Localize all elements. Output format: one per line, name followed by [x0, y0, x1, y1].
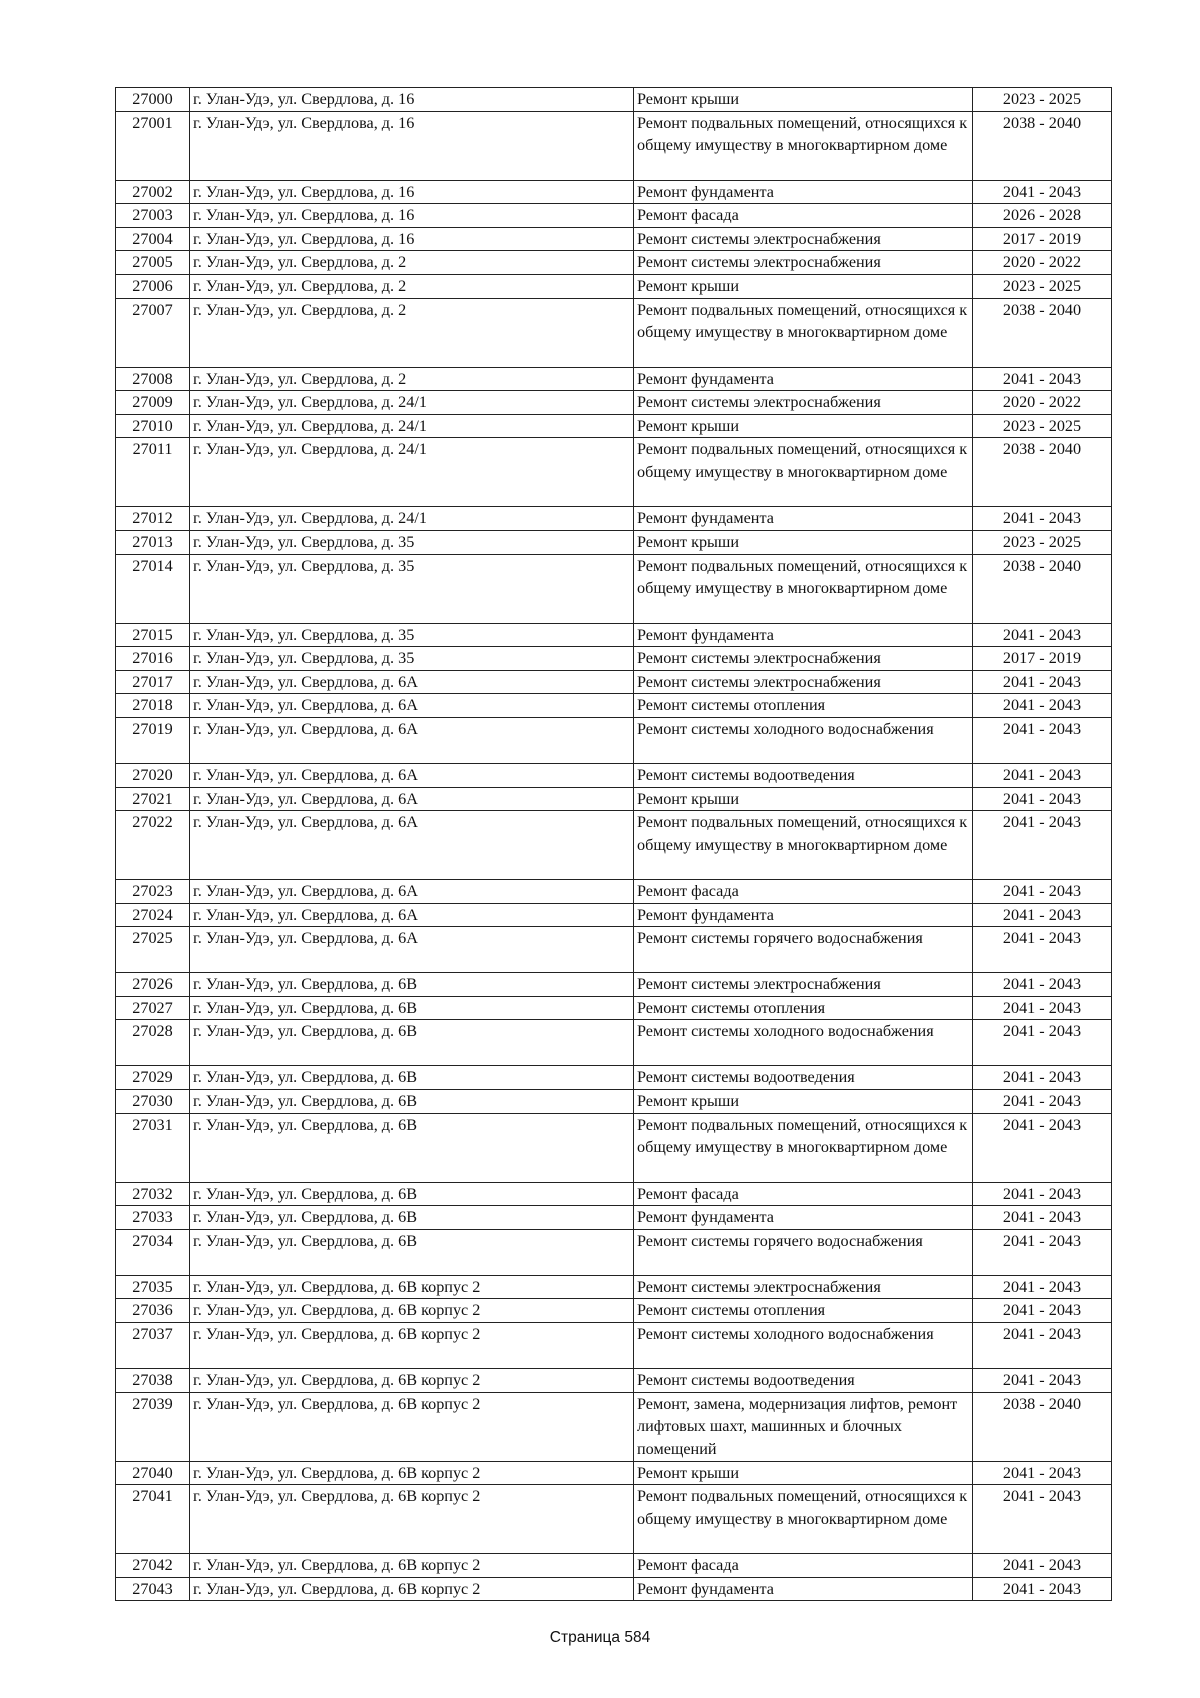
address-cell: г. Улан-Удэ, ул. Свердлова, д. 6В	[190, 1090, 634, 1114]
address-cell: г. Улан-Удэ, ул. Свердлова, д. 6А	[190, 903, 634, 927]
table-row	[116, 88, 1112, 112]
address-cell: г. Улан-Удэ, ул. Свердлова, д. 6В	[190, 1206, 634, 1230]
row-id-cell: 27013	[116, 530, 190, 554]
work-type-cell: Ремонт системы водоотведения	[634, 1066, 973, 1090]
address-cell: г. Улан-Удэ, ул. Свердлова, д. 6А	[190, 694, 634, 718]
row-id-cell: 27025	[116, 927, 190, 973]
period-cell: 2041 - 2043	[973, 1090, 1112, 1114]
period-cell: 2041 - 2043	[973, 1299, 1112, 1323]
work-type-cell: Ремонт системы отопления	[634, 996, 973, 1020]
work-type-cell: Ремонт системы электроснабжения	[634, 391, 973, 415]
row-id-cell: 27024	[116, 903, 190, 927]
address-cell: г. Улан-Удэ, ул. Свердлова, д. 6В корпус 2	[190, 1485, 634, 1554]
address-cell: г. Улан-Удэ, ул. Свердлова, д. 6В	[190, 1113, 634, 1182]
period-cell: 2041 - 2043	[973, 973, 1112, 997]
work-type-cell: Ремонт системы холодного водоснабжения	[634, 717, 973, 763]
table-row	[116, 1461, 1112, 1485]
table-row	[116, 903, 1112, 927]
period-cell: 2041 - 2043	[973, 1275, 1112, 1299]
address-cell: г. Улан-Удэ, ул. Свердлова, д. 6В	[190, 1229, 634, 1275]
row-id-cell: 27012	[116, 507, 190, 531]
work-type-cell: Ремонт фундамента	[634, 903, 973, 927]
work-type-cell: Ремонт фундамента	[634, 623, 973, 647]
table-row	[116, 204, 1112, 228]
address-cell: г. Улан-Удэ, ул. Свердлова, д. 6В	[190, 1182, 634, 1206]
period-cell: 2041 - 2043	[973, 763, 1112, 787]
work-type-cell: Ремонт системы горячего водоснабжения	[634, 927, 973, 973]
table-row	[116, 414, 1112, 438]
period-cell: 2041 - 2043	[973, 1323, 1112, 1369]
work-type-cell: Ремонт системы электроснабжения	[634, 1275, 973, 1299]
table-row	[116, 1485, 1112, 1554]
work-type-cell: Ремонт фундамента	[634, 180, 973, 204]
address-cell: г. Улан-Удэ, ул. Свердлова, д. 16	[190, 204, 634, 228]
work-type-cell: Ремонт системы горячего водоснабжения	[634, 1229, 973, 1275]
row-id-cell: 27006	[116, 274, 190, 298]
period-cell: 2041 - 2043	[973, 367, 1112, 391]
period-cell: 2041 - 2043	[973, 1113, 1112, 1182]
row-id-cell: 27039	[116, 1392, 190, 1461]
table-row	[116, 647, 1112, 671]
address-cell: г. Улан-Удэ, ул. Свердлова, д. 6А	[190, 811, 634, 880]
table-row	[116, 530, 1112, 554]
address-cell: г. Улан-Удэ, ул. Свердлова, д. 6В корпус 2	[190, 1577, 634, 1601]
address-cell: г. Улан-Удэ, ул. Свердлова, д. 16	[190, 227, 634, 251]
row-id-cell: 27011	[116, 438, 190, 507]
row-id-cell: 27036	[116, 1299, 190, 1323]
table-row	[116, 274, 1112, 298]
table-body	[116, 88, 1112, 1601]
work-type-cell: Ремонт крыши	[634, 1461, 973, 1485]
period-cell: 2041 - 2043	[973, 1066, 1112, 1090]
work-type-cell: Ремонт фундамента	[634, 367, 973, 391]
period-cell: 2041 - 2043	[973, 180, 1112, 204]
period-cell: 2020 - 2022	[973, 251, 1112, 275]
table-row	[116, 1113, 1112, 1182]
work-type-cell: Ремонт подвальных помещений, относящихся к общему имуществу в многоквартирном доме	[634, 1113, 973, 1182]
table-row	[116, 391, 1112, 415]
period-cell: 2041 - 2043	[973, 1577, 1112, 1601]
address-cell: г. Улан-Удэ, ул. Свердлова, д. 24/1	[190, 507, 634, 531]
row-id-cell: 27018	[116, 694, 190, 718]
row-id-cell: 27001	[116, 111, 190, 180]
row-id-cell: 27014	[116, 554, 190, 623]
address-cell: г. Улан-Удэ, ул. Свердлова, д. 6А	[190, 927, 634, 973]
period-cell: 2038 - 2040	[973, 554, 1112, 623]
table-row	[116, 927, 1112, 973]
table-row	[116, 251, 1112, 275]
work-type-cell: Ремонт подвальных помещений, относящихся к общему имуществу в многоквартирном доме	[634, 438, 973, 507]
period-cell: 2041 - 2043	[973, 1461, 1112, 1485]
row-id-cell: 27028	[116, 1020, 190, 1066]
address-cell: г. Улан-Удэ, ул. Свердлова, д. 16	[190, 180, 634, 204]
row-id-cell: 27035	[116, 1275, 190, 1299]
period-cell: 2041 - 2043	[973, 670, 1112, 694]
period-cell: 2023 - 2025	[973, 274, 1112, 298]
row-id-cell: 27023	[116, 880, 190, 904]
work-type-cell: Ремонт системы отопления	[634, 694, 973, 718]
address-cell: г. Улан-Удэ, ул. Свердлова, д. 6В корпус 2	[190, 1554, 634, 1578]
row-id-cell: 27040	[116, 1461, 190, 1485]
work-type-cell: Ремонт фундамента	[634, 1206, 973, 1230]
table-row	[116, 1182, 1112, 1206]
address-cell: г. Улан-Удэ, ул. Свердлова, д. 6А	[190, 670, 634, 694]
row-id-cell: 27042	[116, 1554, 190, 1578]
address-cell: г. Улан-Удэ, ул. Свердлова, д. 35	[190, 530, 634, 554]
table-row	[116, 180, 1112, 204]
period-cell: 2041 - 2043	[973, 1485, 1112, 1554]
table-row	[116, 670, 1112, 694]
period-cell: 2026 - 2028	[973, 204, 1112, 228]
period-cell: 2041 - 2043	[973, 507, 1112, 531]
period-cell: 2041 - 2043	[973, 787, 1112, 811]
period-cell: 2038 - 2040	[973, 438, 1112, 507]
table-row	[116, 973, 1112, 997]
period-cell: 2041 - 2043	[973, 927, 1112, 973]
row-id-cell: 27003	[116, 204, 190, 228]
work-type-cell: Ремонт крыши	[634, 787, 973, 811]
table-row	[116, 1369, 1112, 1393]
table-row	[116, 1275, 1112, 1299]
row-id-cell: 27017	[116, 670, 190, 694]
row-id-cell: 27015	[116, 623, 190, 647]
table-row	[116, 1577, 1112, 1601]
period-cell: 2038 - 2040	[973, 298, 1112, 367]
work-type-cell: Ремонт крыши	[634, 530, 973, 554]
period-cell: 2041 - 2043	[973, 1554, 1112, 1578]
period-cell: 2041 - 2043	[973, 811, 1112, 880]
table-row	[116, 438, 1112, 507]
table-row	[116, 763, 1112, 787]
work-type-cell: Ремонт фасада	[634, 880, 973, 904]
address-cell: г. Улан-Удэ, ул. Свердлова, д. 6В корпус 2	[190, 1392, 634, 1461]
period-cell: 2017 - 2019	[973, 227, 1112, 251]
table-row	[116, 507, 1112, 531]
address-cell: г. Улан-Удэ, ул. Свердлова, д. 6А	[190, 717, 634, 763]
row-id-cell: 27020	[116, 763, 190, 787]
table-row	[116, 1229, 1112, 1275]
address-cell: г. Улан-Удэ, ул. Свердлова, д. 2	[190, 251, 634, 275]
row-id-cell: 27043	[116, 1577, 190, 1601]
period-cell: 2017 - 2019	[973, 647, 1112, 671]
row-id-cell: 27004	[116, 227, 190, 251]
work-type-cell: Ремонт системы электроснабжения	[634, 227, 973, 251]
address-cell: г. Улан-Удэ, ул. Свердлова, д. 16	[190, 111, 634, 180]
work-type-cell: Ремонт системы электроснабжения	[634, 647, 973, 671]
address-cell: г. Улан-Удэ, ул. Свердлова, д. 6В корпус 2	[190, 1461, 634, 1485]
work-type-cell: Ремонт подвальных помещений, относящихся к общему имуществу в многоквартирном доме	[634, 298, 973, 367]
work-type-cell: Ремонт системы водоотведения	[634, 1369, 973, 1393]
address-cell: г. Улан-Удэ, ул. Свердлова, д. 24/1	[190, 391, 634, 415]
row-id-cell: 27027	[116, 996, 190, 1020]
address-cell: г. Улан-Удэ, ул. Свердлова, д. 6В корпус 2	[190, 1275, 634, 1299]
work-type-cell: Ремонт подвальных помещений, относящихся к общему имуществу в многоквартирном доме	[634, 111, 973, 180]
period-cell: 2041 - 2043	[973, 694, 1112, 718]
row-id-cell: 27009	[116, 391, 190, 415]
row-id-cell: 27038	[116, 1369, 190, 1393]
work-type-cell: Ремонт подвальных помещений, относящихся к общему имуществу в многоквартирном доме	[634, 1485, 973, 1554]
repair-schedule-table	[115, 87, 1112, 1601]
table-row	[116, 623, 1112, 647]
work-type-cell: Ремонт крыши	[634, 1090, 973, 1114]
row-id-cell: 27041	[116, 1485, 190, 1554]
address-cell: г. Улан-Удэ, ул. Свердлова, д. 6А	[190, 880, 634, 904]
address-cell: г. Улан-Удэ, ул. Свердлова, д. 6А	[190, 763, 634, 787]
address-cell: г. Улан-Удэ, ул. Свердлова, д. 6В	[190, 973, 634, 997]
period-cell: 2041 - 2043	[973, 903, 1112, 927]
table-row	[116, 1323, 1112, 1369]
address-cell: г. Улан-Удэ, ул. Свердлова, д. 6В	[190, 1066, 634, 1090]
period-cell: 2020 - 2022	[973, 391, 1112, 415]
table-row	[116, 1554, 1112, 1578]
period-cell: 2023 - 2025	[973, 414, 1112, 438]
table-row	[116, 787, 1112, 811]
table-row	[116, 298, 1112, 367]
address-cell: г. Улан-Удэ, ул. Свердлова, д. 35	[190, 554, 634, 623]
table-row	[116, 1206, 1112, 1230]
row-id-cell: 27019	[116, 717, 190, 763]
table-row	[116, 1392, 1112, 1461]
address-cell: г. Улан-Удэ, ул. Свердлова, д. 24/1	[190, 438, 634, 507]
period-cell: 2023 - 2025	[973, 530, 1112, 554]
address-cell: г. Улан-Удэ, ул. Свердлова, д. 6В	[190, 996, 634, 1020]
period-cell: 2038 - 2040	[973, 1392, 1112, 1461]
period-cell: 2041 - 2043	[973, 1369, 1112, 1393]
table-row	[116, 1299, 1112, 1323]
row-id-cell: 27021	[116, 787, 190, 811]
row-id-cell: 27016	[116, 647, 190, 671]
row-id-cell: 27000	[116, 88, 190, 112]
row-id-cell: 27029	[116, 1066, 190, 1090]
row-id-cell: 27022	[116, 811, 190, 880]
work-type-cell: Ремонт фундамента	[634, 1577, 973, 1601]
address-cell: г. Улан-Удэ, ул. Свердлова, д. 16	[190, 88, 634, 112]
work-type-cell: Ремонт системы водоотведения	[634, 763, 973, 787]
period-cell: 2041 - 2043	[973, 880, 1112, 904]
row-id-cell: 27033	[116, 1206, 190, 1230]
row-id-cell: 27031	[116, 1113, 190, 1182]
work-type-cell: Ремонт, замена, модернизация лифтов, ремонт лифтовых шахт, машинных и блочных помещений	[634, 1392, 973, 1461]
address-cell: г. Улан-Удэ, ул. Свердлова, д. 2	[190, 367, 634, 391]
work-type-cell: Ремонт фасада	[634, 1182, 973, 1206]
period-cell: 2041 - 2043	[973, 996, 1112, 1020]
period-cell: 2041 - 2043	[973, 717, 1112, 763]
table-row	[116, 1020, 1112, 1066]
address-cell: г. Улан-Удэ, ул. Свердлова, д. 6В корпус 2	[190, 1369, 634, 1393]
row-id-cell: 27002	[116, 180, 190, 204]
address-cell: г. Улан-Удэ, ул. Свердлова, д. 6В корпус 2	[190, 1299, 634, 1323]
page-number: Страница 584	[549, 1629, 651, 1646]
row-id-cell: 27037	[116, 1323, 190, 1369]
work-type-cell: Ремонт системы отопления	[634, 1299, 973, 1323]
address-cell: г. Улан-Удэ, ул. Свердлова, д. 6В	[190, 1020, 634, 1066]
period-cell: 2041 - 2043	[973, 1229, 1112, 1275]
work-type-cell: Ремонт фасада	[634, 1554, 973, 1578]
table-row	[116, 1090, 1112, 1114]
row-id-cell: 27007	[116, 298, 190, 367]
period-cell: 2038 - 2040	[973, 111, 1112, 180]
table-row	[116, 367, 1112, 391]
period-cell: 2023 - 2025	[973, 88, 1112, 112]
address-cell: г. Улан-Удэ, ул. Свердлова, д. 6А	[190, 787, 634, 811]
table-row	[116, 111, 1112, 180]
work-type-cell: Ремонт системы холодного водоснабжения	[634, 1020, 973, 1066]
row-id-cell: 27030	[116, 1090, 190, 1114]
table-row	[116, 1066, 1112, 1090]
work-type-cell: Ремонт подвальных помещений, относящихся к общему имуществу в многоквартирном доме	[634, 811, 973, 880]
row-id-cell: 27008	[116, 367, 190, 391]
work-type-cell: Ремонт системы электроснабжения	[634, 973, 973, 997]
period-cell: 2041 - 2043	[973, 1182, 1112, 1206]
period-cell: 2041 - 2043	[973, 1020, 1112, 1066]
table-row	[116, 554, 1112, 623]
work-type-cell: Ремонт фундамента	[634, 507, 973, 531]
table-row	[116, 880, 1112, 904]
address-cell: г. Улан-Удэ, ул. Свердлова, д. 35	[190, 623, 634, 647]
table-row	[116, 717, 1112, 763]
work-type-cell: Ремонт фасада	[634, 204, 973, 228]
address-cell: г. Улан-Удэ, ул. Свердлова, д. 6В корпус 2	[190, 1323, 634, 1369]
row-id-cell: 27010	[116, 414, 190, 438]
table-row	[116, 227, 1112, 251]
work-type-cell: Ремонт крыши	[634, 414, 973, 438]
work-type-cell: Ремонт системы электроснабжения	[634, 251, 973, 275]
row-id-cell: 27005	[116, 251, 190, 275]
table-row	[116, 996, 1112, 1020]
table-row	[116, 694, 1112, 718]
address-cell: г. Улан-Удэ, ул. Свердлова, д. 35	[190, 647, 634, 671]
period-cell: 2041 - 2043	[973, 623, 1112, 647]
work-type-cell: Ремонт системы холодного водоснабжения	[634, 1323, 973, 1369]
table-row	[116, 811, 1112, 880]
row-id-cell: 27034	[116, 1229, 190, 1275]
row-id-cell: 27026	[116, 973, 190, 997]
work-type-cell: Ремонт крыши	[634, 274, 973, 298]
work-type-cell: Ремонт подвальных помещений, относящихся к общему имуществу в многоквартирном доме	[634, 554, 973, 623]
work-type-cell: Ремонт крыши	[634, 88, 973, 112]
address-cell: г. Улан-Удэ, ул. Свердлова, д. 2	[190, 274, 634, 298]
row-id-cell: 27032	[116, 1182, 190, 1206]
address-cell: г. Улан-Удэ, ул. Свердлова, д. 24/1	[190, 414, 634, 438]
address-cell: г. Улан-Удэ, ул. Свердлова, д. 2	[190, 298, 634, 367]
period-cell: 2041 - 2043	[973, 1206, 1112, 1230]
work-type-cell: Ремонт системы электроснабжения	[634, 670, 973, 694]
